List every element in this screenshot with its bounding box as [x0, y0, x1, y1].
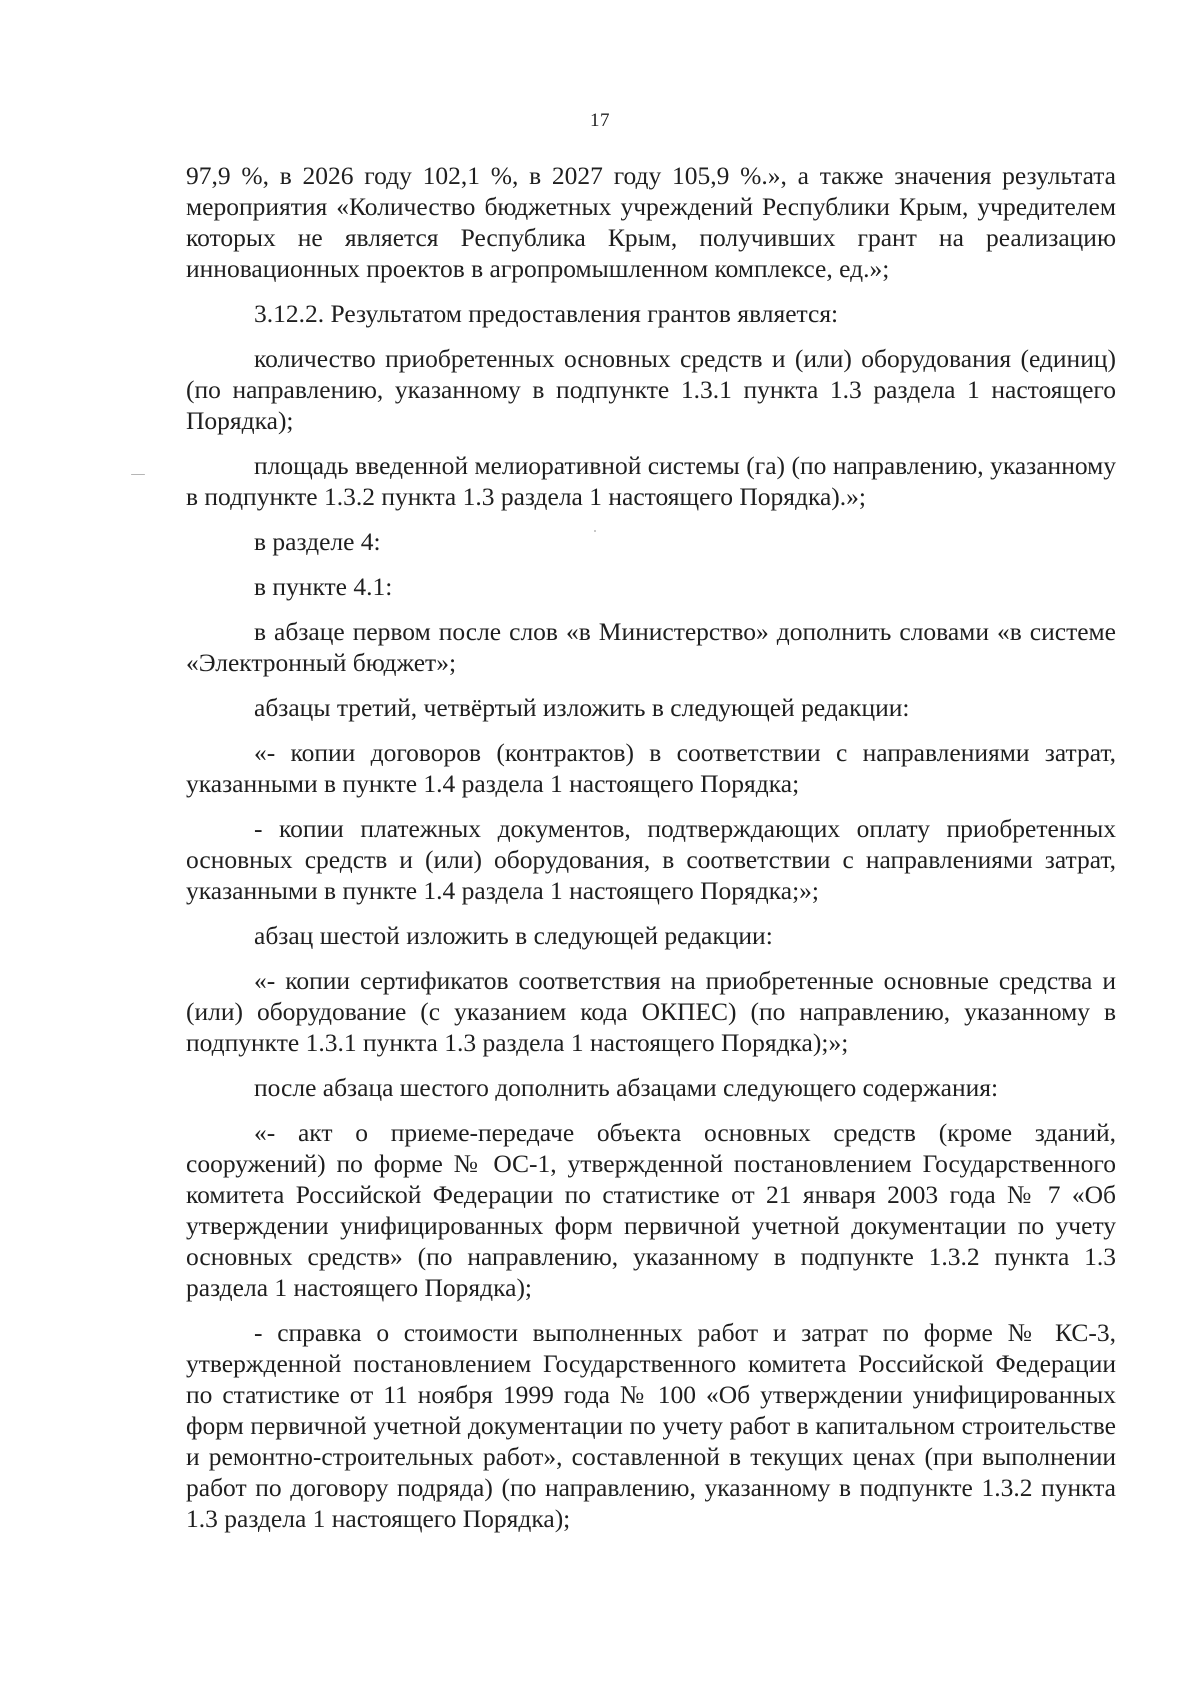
- page-number: 17: [590, 110, 610, 131]
- paragraph-contracts-copies: «- копии договоров (контрактов) в соответствии с направлениями затрат, указанными в пункте 1.4 раздела 1 настоящего Порядка;: [186, 738, 1116, 798]
- paragraph-first-abzac: в абзаце первом после слов «в Министерство» дополнить словами «в системе «Электронный бюджет»;: [186, 617, 1116, 677]
- paragraph-ks3-certificate: - справка о стоимости выполненных работ и затрат по форме № КС-3, утвержденной постановлением Государственного комитета Российской Федерации по статистике от 11 ноября 1999 года № 100 «Об утверждении унифицированных форм первичной учетной документации по учету работ в капитальном строительстве и ремонтно-строительных работ», составленной в текущих ценах (при выполнении работ по договору подряда) (по направлению, указанному в подпункте 1.3.2 пункта 1.3 раздела 1 настоящего Порядка);: [186, 1318, 1116, 1533]
- document-body: [186, 160, 1116, 1548]
- paragraph-certificates: «- копии сертификатов соответствия на приобретенные основные средства и (или) оборудование (с указанием кода ОКПЕС) (по направлению, указанному в подпункте 1.3.1 пункта 1.3 раздела 1 настоящего Порядка);»;: [186, 966, 1116, 1057]
- paragraph-continuation: 97,9 %, в 2026 году 102,1 %, в 2027 году 105,9 %.», а также значения результата мероприятия «Количество бюджетных учреждений Республики Крым, учредителем которых не является Республика Крым, получивших грант на реализацию инновационных проектов в агропромышленном комплексе, ед.»;: [186, 161, 1116, 283]
- paragraph-clause-3-12-2: 3.12.2. Результатом предоставления грантов является:: [254, 299, 839, 328]
- paragraph-section-4: в разделе 4:: [254, 527, 381, 556]
- scan-artifact: [131, 474, 145, 475]
- paragraph-melioration-area: площадь введенной мелиоративной системы (га) (по направлению, указанному в подпункте 1.3.2 пункта 1.3 раздела 1 настоящего Порядка).»;: [186, 451, 1116, 511]
- paragraph-clause-4-1: в пункте 4.1:: [254, 572, 393, 601]
- paragraph-os1-act: «- акт о приеме-передаче объекта основных средств (кроме зданий, сооружений) по форме № ОС-1, утвержденной постановлением Государственного комитета Российской Федерации по статистике от 21 января 2003 года № 7 «Об утверждении унифицированных форм первичной учетной документации по учету основных средств» (по направлению, указанному в подпункте 1.3.2 пункта 1.3 раздела 1 настоящего Порядка);: [186, 1118, 1116, 1302]
- paragraph-equipment-count: количество приобретенных основных средств и (или) оборудования (единиц) (по направлению, указанному в подпункте 1.3.1 пункта 1.3 раздела 1 настоящего Порядка);: [186, 344, 1116, 435]
- paragraph-after-sixth: после абзаца шестого дополнить абзацами следующего содержания:: [254, 1073, 999, 1102]
- paragraph-sixth-abzac: абзац шестой изложить в следующей редакции:: [254, 921, 773, 950]
- paragraph-payment-documents: - копии платежных документов, подтверждающих оплату приобретенных основных средств и (или) оборудования, в соответствии с направлениями затрат, указанными в пункте 1.4 раздела 1 настоящего Порядка;»;: [186, 814, 1116, 905]
- paragraph-third-fourth-abzac: абзацы третий, четвёртый изложить в следующей редакции:: [254, 693, 910, 722]
